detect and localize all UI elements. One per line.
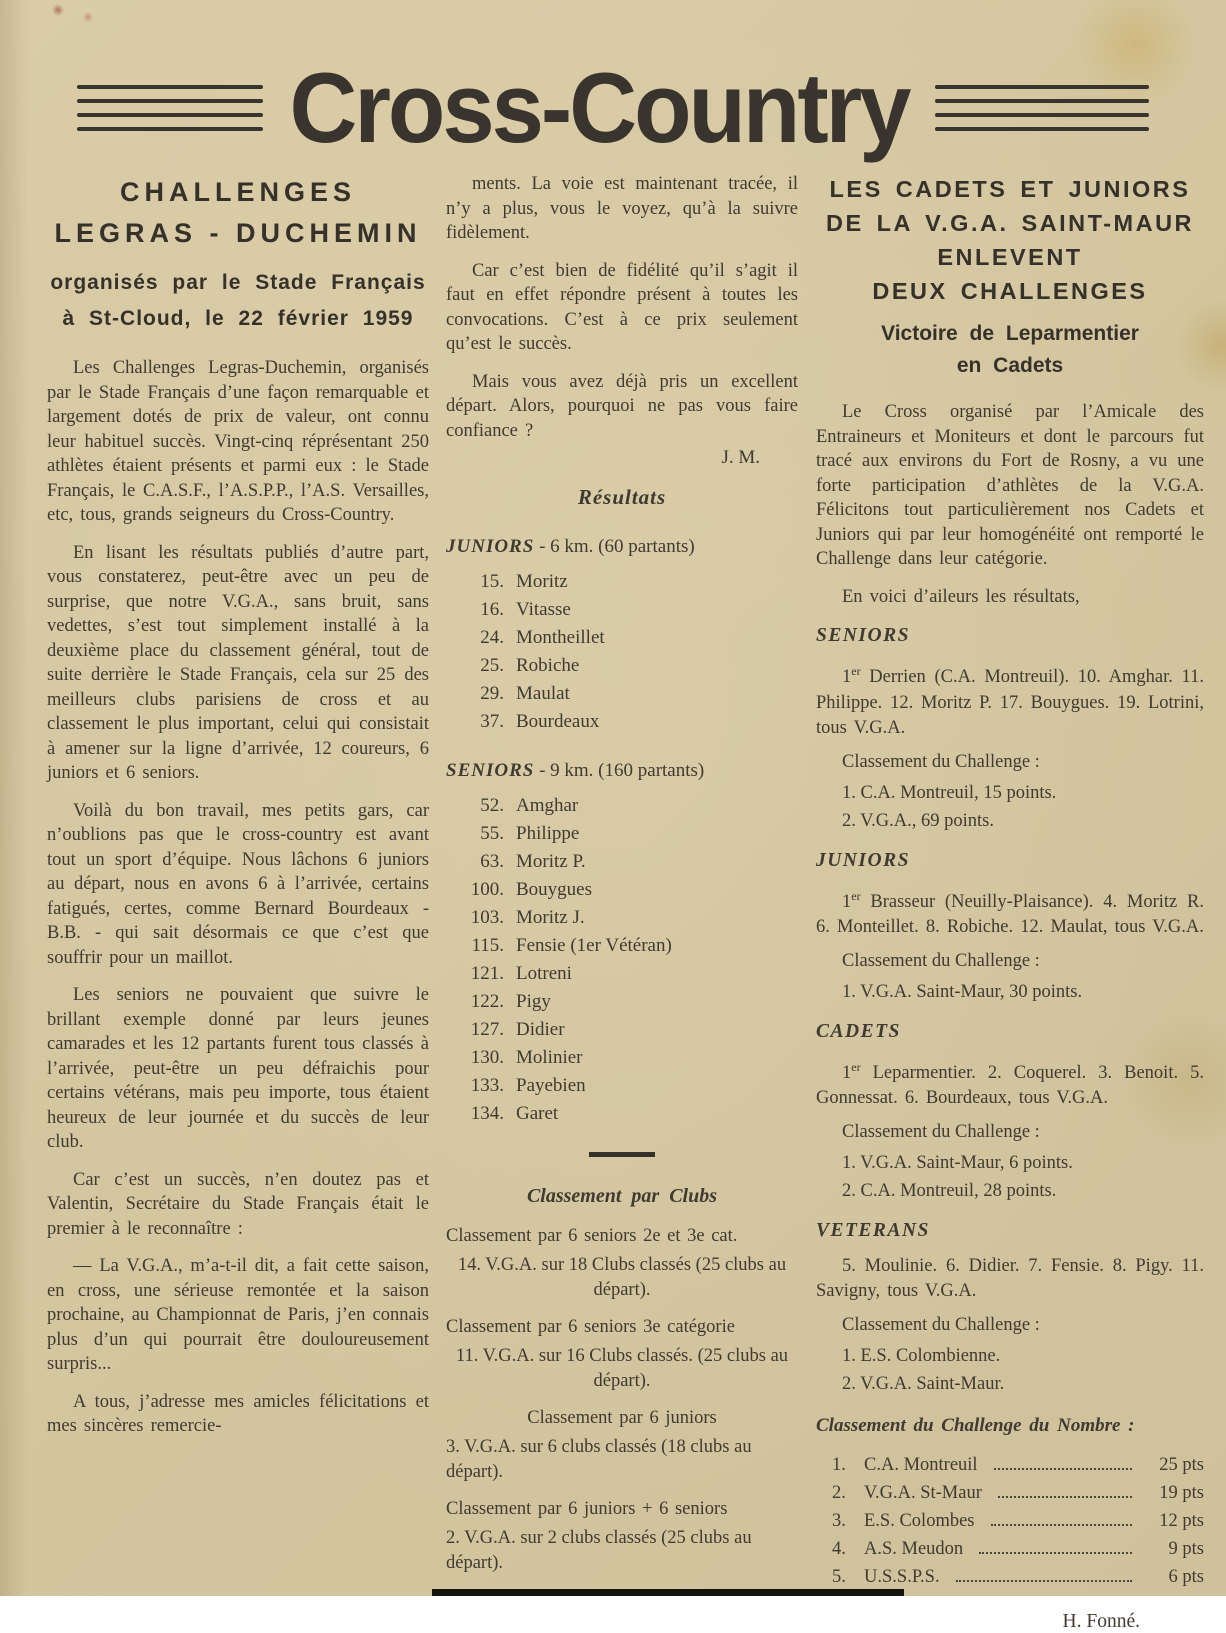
- result-row: [446, 1018, 798, 1042]
- dot-leader: [994, 1468, 1132, 1470]
- clubs-category-label: Classement par 6 seniors 2e et 3e cat.: [446, 1226, 738, 1246]
- result-name: Moritz J.: [516, 907, 585, 928]
- paragraph: En lisant les résultats publiés d’autre part, vous constaterez, peut-être avec un peu de surprise, que notre V.G.A., sans bruit, sans vedettes, s’est tout simplement installé à la deuxième place du classement général, tout de suite derrière le Stade Français, cela sur 25 des meilleurs clubs parisiens de cross et au classement le plus important, celui qui consistait à amener sur la ligne d’arrivée, 12 coureurs, 6 juniors et 6 seniors.: [47, 542, 429, 783]
- result-row: [446, 794, 798, 818]
- result-rank: 122.: [470, 991, 504, 1012]
- result-row: [446, 850, 798, 874]
- article-title-line: LES CADETS ET JUNIORS: [829, 176, 1191, 202]
- masthead-rule: [935, 113, 1149, 117]
- clubs-section: [446, 1317, 798, 1394]
- clubs-category-result: 2. V.G.A. sur 2 clubs classés (25 clubs au départ).: [446, 1528, 752, 1573]
- clubs-category-result: 14. V.G.A. sur 18 Clubs classés (25 clubs au départ).: [457, 1255, 787, 1300]
- result-rank: 55.: [480, 823, 504, 844]
- rank-ordinal: er: [851, 888, 861, 903]
- result-name: Vitasse: [516, 599, 571, 620]
- veterans-section: [816, 1220, 1204, 1397]
- middle-column: [446, 172, 798, 1588]
- seniors-race-results: [446, 760, 798, 1126]
- row-rank: 1.: [832, 1454, 846, 1475]
- race-header: [446, 760, 798, 782]
- seniors-section: [816, 625, 1204, 834]
- section-heading: JUNIORS: [816, 849, 910, 871]
- result-rank: 37.: [480, 711, 504, 732]
- dot-leader: [979, 1552, 1132, 1554]
- clubs-section: [446, 1226, 798, 1303]
- result-name: Moritz P.: [516, 851, 586, 872]
- dot-leader: [956, 1580, 1132, 1582]
- row-points: 25 pts: [1159, 1454, 1204, 1475]
- masthead-rules-left: [77, 85, 263, 131]
- result-row: [446, 990, 798, 1014]
- author-initials: J. M.: [721, 447, 760, 468]
- masthead-rule: [935, 99, 1149, 103]
- result-row: [446, 878, 798, 902]
- table-row: [816, 1479, 1204, 1507]
- result-rank: 127.: [470, 1019, 504, 1040]
- page-title: Cross-Country: [289, 51, 909, 164]
- paragraph: — La V.G.A., m’a-t-il dit, a fait cette saison, en cross, une sérieuse remontée et la saison prochaine, au Championnat de Paris, j’en connais plus d’un qui pourrait être douloureusement surpris...: [47, 1256, 429, 1374]
- result-name: Robiche: [516, 655, 580, 676]
- section-results-text: [816, 884, 1204, 941]
- author-signature: H. Fonné.: [1062, 1610, 1140, 1632]
- result-rank: 29.: [480, 683, 504, 704]
- article-subtitle-line: organisés par le Stade Français: [50, 271, 426, 294]
- clubs-section: [446, 1408, 798, 1485]
- result-row: [446, 654, 798, 678]
- juniors-race-results: [446, 536, 798, 734]
- result-name: Moritz: [516, 571, 568, 592]
- article-subtitle-line: à St-Cloud, le 22 février 1959: [62, 307, 414, 330]
- challenge-label: Classement du Challenge :: [842, 1121, 1040, 1142]
- result-name: Bourdeaux: [516, 711, 600, 732]
- masthead-rule: [77, 99, 263, 103]
- paragraph: Les Challenges Legras-Duchemin, organisés par le Stade Français d’une façon remarquable et largement dotés de prix de valeur, ont connu leur habituel succès. Vingt-cinq réprésentant 250 athlètes étaient présents et parmi eux : le Stade Français, le C.A.S.F., l’A.S.P.P., l’A.S. Versailles, etc, tous, grands seigneurs du Cross-Country.: [47, 358, 429, 525]
- section-results-text: [816, 1055, 1204, 1112]
- row-rank: 3.: [832, 1510, 846, 1531]
- scan-edge-bar: [432, 1589, 904, 1596]
- race-meta: - 6 km. (60 partants): [534, 536, 695, 557]
- article-title-line: DE LA V.G.A. SAINT-MAUR: [825, 210, 1195, 236]
- paragraph: Les seniors ne pouvaient que suivre le brillant exemple donné par leurs jeunes camarades et les 12 partants furent tous classés à l’arrivée, peut-être un peu défraichis pour certains vétérans, mais peu importe, tous étaient heureux de leur journée et du succès de leur club.: [47, 985, 429, 1152]
- rank-number: 1: [842, 1062, 852, 1083]
- article-title-line: DEUX CHALLENGES: [872, 278, 1148, 304]
- section-divider: [589, 1152, 655, 1157]
- section-heading: CADETS: [816, 1020, 901, 1042]
- dot-leader: [991, 1524, 1133, 1526]
- result-rank: 52.: [480, 795, 504, 816]
- result-rank: 24.: [480, 627, 504, 648]
- right-column: [816, 172, 1204, 1633]
- result-rank: 16.: [480, 599, 504, 620]
- row-rank: 2.: [832, 1482, 846, 1503]
- dot-leader: [998, 1496, 1132, 1498]
- challenge-label: Classement du Challenge :: [842, 1314, 1040, 1335]
- result-name: Garet: [516, 1103, 559, 1124]
- result-row: [446, 962, 798, 986]
- result-row: [446, 934, 798, 958]
- challenge-result: 1. C.A. Montreuil, 15 points.: [842, 782, 1057, 803]
- section-heading: VETERANS: [816, 1219, 930, 1241]
- result-row: [446, 1102, 798, 1126]
- clubs-category-result: 11. V.G.A. sur 16 Clubs classés. (25 clubs au départ).: [455, 1346, 789, 1391]
- article-subtitle-line: Victoire de Leparmentier: [881, 322, 1139, 345]
- article-title-line: CHALLENGES: [119, 177, 356, 207]
- masthead-rule: [935, 85, 1149, 89]
- challenge-result: 1. V.G.A. Saint-Maur, 30 points.: [842, 981, 1083, 1002]
- result-row: [446, 1074, 798, 1098]
- result-name: Philippe: [516, 823, 580, 844]
- paragraph: Voilà du bon travail, mes petits gars, car n’oublions pas que le cross-country est avant tout un sport d’équipe. Nous lâchons 6 juniors au départ, nous en avons 6 à l’arrivée, certains fatigués, certes, comme Bernard Bourdeaux - B.B. - qui sait désormais ce que c’est que souffrir pour un maillot.: [47, 800, 429, 968]
- left-column: [47, 172, 429, 1452]
- result-name: Fensie (1er Vétéran): [516, 935, 672, 956]
- nombre-title: Classement du Challenge du Nombre :: [816, 1414, 1135, 1436]
- row-club: C.A. Montreuil: [864, 1454, 978, 1475]
- masthead-rule: [935, 127, 1149, 131]
- section-results-text: [816, 659, 1204, 742]
- result-rank: 15.: [480, 571, 504, 592]
- challenge-result: 1. E.S. Colombienne.: [842, 1345, 1001, 1366]
- result-name: Montheillet: [516, 627, 605, 648]
- challenge-result: 2. C.A. Montreuil, 28 points.: [842, 1180, 1057, 1201]
- masthead: [0, 52, 1226, 164]
- paragraph: Le Cross organisé par l’Amicale des Entraineurs et Moniteurs et dont le parcours fut tracé aux environs du Fort de Rosny, a vu une forte participation d’athlètes de la V.G.A. Félicitons tout particulièrement nos Cadets et Juniors qui par leur homogénéité ont remporté le Challenge dans leur catégorie.: [816, 402, 1204, 569]
- clubs-ranking-title: Classement par Clubs: [526, 1185, 718, 1207]
- result-row: [446, 598, 798, 622]
- result-rank: 115.: [471, 935, 504, 956]
- result-name: Amghar: [516, 795, 579, 816]
- results-rest: Brasseur (Neuilly-Plaisance). 4. Moritz R. 6. Monteillet. 8. Robiche. 12. Maulat, tous V.G.A.: [816, 891, 1204, 938]
- row-club: E.S. Colombes: [864, 1510, 975, 1531]
- challenge-result: 1. V.G.A. Saint-Maur, 6 points.: [842, 1152, 1073, 1173]
- paragraph: ments. La voie est maintenant tracée, il n’y a plus, vous le voyez, qu’à la suivre fidèlement.: [446, 174, 798, 243]
- challenge-result: 2. V.G.A. Saint-Maur.: [842, 1373, 1005, 1394]
- race-category: JUNIORS: [446, 536, 535, 557]
- row-points: 9 pts: [1168, 1538, 1204, 1559]
- row-points: 19 pts: [1159, 1482, 1204, 1503]
- results-title: Résultats: [577, 485, 667, 509]
- rank-ordinal: er: [851, 664, 861, 678]
- juniors-section: [816, 850, 1204, 1005]
- table-row: [816, 1563, 1204, 1591]
- masthead-rules-right: [935, 85, 1149, 131]
- clubs-section: [446, 1499, 798, 1576]
- result-rank: 134.: [470, 1103, 504, 1124]
- clubs-category-label: Classement par 6 seniors 3e catégorie: [446, 1317, 735, 1337]
- result-rank: 25.: [480, 655, 504, 676]
- masthead-rule: [77, 113, 263, 117]
- result-row: [446, 710, 798, 734]
- result-rank: 63.: [480, 851, 504, 872]
- paragraph: Car c’est un succès, n’en doutez pas et Valentin, Secrétaire du Stade Français était le premier à le reconnaître :: [47, 1169, 429, 1239]
- masthead-rule: [77, 85, 263, 89]
- race-category: SENIORS: [446, 760, 535, 781]
- result-rank: 103.: [470, 907, 504, 928]
- section-results-text: 5. Moulinie. 6. Didier. 7. Fensie. 8. Pigy. 11. Savigny, tous V.G.A.: [816, 1255, 1204, 1302]
- result-rank: 133.: [470, 1075, 504, 1096]
- result-name: Payebien: [516, 1075, 586, 1096]
- result-name: Bouygues: [516, 879, 592, 900]
- results-rest: Leparmentier. 2. Coquerel. 3. Benoit. 5. Gonnessat. 6. Bourdeaux, tous V.G.A.: [816, 1062, 1204, 1109]
- article-title-line: ENLEVENT: [937, 244, 1083, 270]
- rank-ordinal: er: [851, 1059, 861, 1074]
- result-rank: 100.: [470, 879, 504, 900]
- paragraph: Car c’est bien de fidélité qu’il s’agit il faut en effet répondre présent à toutes les convocations. C’est à ce prix seulement qu’est le succès.: [446, 260, 798, 354]
- row-points: 12 pts: [1159, 1510, 1204, 1531]
- challenge-du-nombre-section: [816, 1415, 1204, 1591]
- result-row: [446, 822, 798, 846]
- result-name: Didier: [516, 1019, 565, 1040]
- table-row: [816, 1507, 1204, 1535]
- row-club: A.S. Meudon: [864, 1538, 964, 1559]
- section-heading: SENIORS: [816, 625, 910, 646]
- result-row: [446, 570, 798, 594]
- cadets-section: [816, 1021, 1204, 1204]
- paragraph: A tous, j’adresse mes amicles félicitations et mes sincères remercie-: [47, 1391, 429, 1436]
- result-name: Molinier: [516, 1047, 583, 1068]
- result-name: Maulat: [516, 683, 570, 704]
- clubs-category-result: 3. V.G.A. sur 6 clubs classés (18 clubs au départ).: [446, 1437, 752, 1482]
- result-row: [446, 906, 798, 930]
- clubs-category-label: Classement par 6 juniors + 6 seniors: [446, 1499, 728, 1519]
- row-rank: 4.: [832, 1538, 846, 1559]
- result-rank: 130.: [470, 1047, 504, 1068]
- result-name: Lotreni: [516, 963, 572, 984]
- rank-number: 1: [842, 667, 852, 688]
- result-row: [446, 626, 798, 650]
- rank-number: 1: [842, 891, 852, 912]
- row-points: 6 pts: [1168, 1566, 1204, 1587]
- row-club: U.S.S.P.S.: [864, 1566, 940, 1587]
- masthead-rule: [77, 127, 263, 131]
- paragraph: En voici d’aileurs les résultats,: [842, 586, 1080, 607]
- challenge-label: Classement du Challenge :: [842, 751, 1040, 772]
- article-title-line: LEGRAS - DUCHEMIN: [54, 218, 422, 248]
- result-row: [446, 1046, 798, 1070]
- article-subtitle-line: en Cadets: [956, 354, 1064, 377]
- race-meta: - 9 km. (160 partants): [534, 760, 705, 781]
- paragraph: Mais vous avez déjà pris un excellent départ. Alors, pourquoi ne pas vous faire confiance ?: [446, 371, 798, 441]
- result-rank: 121.: [470, 963, 504, 984]
- row-club: V.G.A. St-Maur: [864, 1482, 982, 1503]
- race-header: [446, 536, 798, 558]
- challenge-result: 2. V.G.A., 69 points.: [842, 810, 994, 831]
- challenge-label: Classement du Challenge :: [842, 950, 1040, 971]
- clubs-category-label: Classement par 6 juniors: [527, 1408, 717, 1428]
- table-row: [816, 1451, 1204, 1479]
- result-row: [446, 682, 798, 706]
- result-name: Pigy: [516, 991, 551, 1012]
- results-rest: Derrien (C.A. Montreuil). 10. Amghar. 11. Philippe. 12. Moritz P. 17. Bouygues. 19. Lotrini, tous V.G.A.: [816, 667, 1204, 739]
- row-rank: 5.: [832, 1566, 846, 1587]
- table-row: [816, 1535, 1204, 1563]
